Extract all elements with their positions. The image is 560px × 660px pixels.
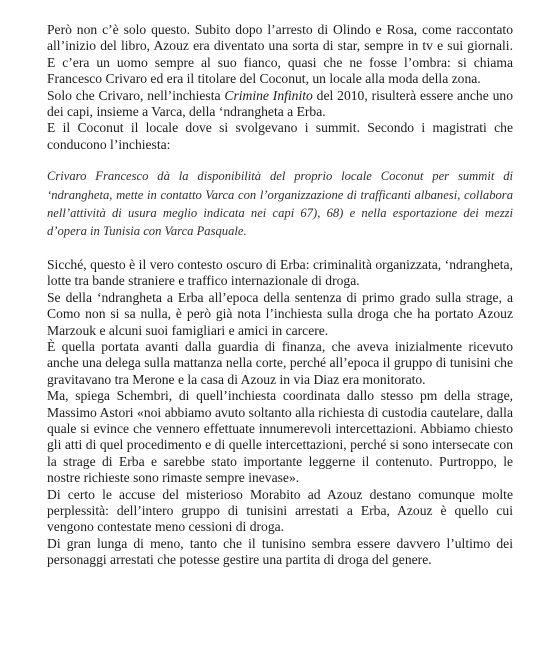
paragraph: Sicché, questo è il vero contesto oscuro di Erba: criminalità organizzata, ‘ndrangheta, lotte tra bande straniere e traffico internazionale di droga.: [47, 256, 513, 289]
inquiry-title: Crimine Infinito: [224, 87, 313, 103]
paragraph: Ma, spiega Schembri, di quell’inchiesta coordinata dallo stesso pm della strage, Massimo Astori «noi abbiamo avuto soltanto alla richiesta di custodia cautelare, dalla quale si evince che vennero effettuate innumerevoli intercettazioni. Abbiamo chiesto gli atti di quel procedimento e di quelle intercettazioni, perché si sono intersecate con la strage di Erba e sarebbe stato importante leggerne il contenuto. Purtroppo, le nostre richieste sono rimaste sempre inevase».: [47, 388, 513, 486]
paragraph: E il Coconut il locale dove si svolgevano i summit. Secondo i magistrati che conducono l’inchiesta:: [47, 120, 513, 152]
body-text: [47, 22, 513, 569]
paragraph: [47, 88, 513, 121]
paragraph: Se della ‘ndrangheta a Erba all’epoca della sentenza di primo grado sulla strage, a Como non si sa nulla, è però già nota l’inchiesta sulla droga che ha portato Azouz Marzouk e alcuni suoi famigliari e amici in carcere.: [47, 289, 513, 338]
paragraph: Però non c’è solo questo. Subito dopo l’arresto di Olindo e Rosa, come raccontato all’inizio del libro, Azouz era diventato una sorta di star, sempre in tv e sui giornali. E c’era un uomo sempre al suo fianco, quasi che ne fosse l’ombra: si chiama Francesco Crivaro ed era il titolare del Coconut, un locale alla moda della zona.: [47, 22, 513, 87]
paragraph: Di gran lunga di meno, tanto che il tunisino sembra essere davvero l’ultimo dei personaggi arrestati che potesse gestire una partita di droga del genere.: [47, 535, 513, 568]
quote-text: Crivaro Francesco dà la disponibilità del proprio locale Coconut per summit di ‘ndrangheta, mette in contatto Varca con l’organizzazione di trafficanti albanesi, collabora nell’attività di usura meglio indicata nei capi 67), 68) e nella esportazione dei mezzi d’opera in Tunisia con Varca Pasquale.: [47, 169, 513, 239]
text-run: Solo che Crivaro, nell’inchiesta: [47, 87, 225, 103]
paragraph: È quella portata avanti dalla guardia di finanza, che aveva inizialmente ricevuto anche una delega sulla mattanza nella corte, perché all’epoca il gruppo di tunisini che gravitavano tra Merone e la casa di Azouz in via Diaz era monitorato.: [47, 338, 513, 387]
text-run: del 2010, risulterà essere anche uno dei capi, insieme a Varca, della ‘ndrangheta a Erba.: [47, 87, 513, 120]
paragraph: Di certo le accuse del misterioso Morabito ad Azouz destano comunque molte perplessità: dell’intero gruppo di tunisini arrestati a Erba, Azouz è quello cui vengono contestate meno cessioni di droga.: [47, 486, 513, 535]
block-quote: [47, 167, 513, 241]
